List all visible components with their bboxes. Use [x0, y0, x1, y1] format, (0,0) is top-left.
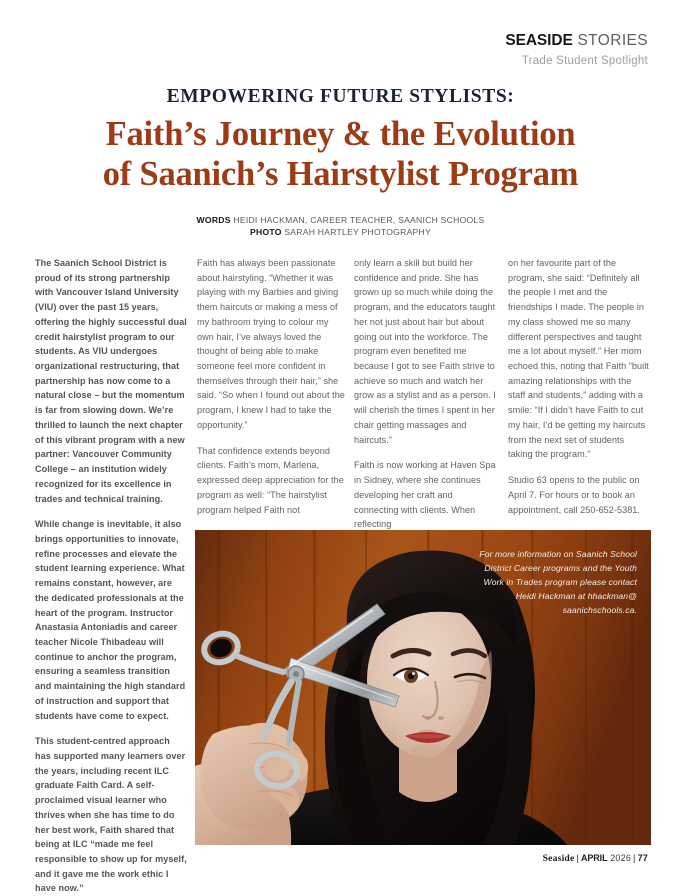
- article-kicker: EMPOWERING FUTURE STYLISTS:: [166, 86, 515, 107]
- body-column-2: [197, 256, 345, 517]
- masthead-section: [573, 32, 648, 49]
- masthead-title: [505, 33, 648, 49]
- body-paragraph: on her favourite part of the program, she said: “Definitely all the people I met and the friendships I made. The people in my class showed me so many different perspectives and taught me a lot about myself.” Her mom echoed this, noting that Faith “built amazing relationships with the staff and students,” adding with a smile: “If I didn’t have Faith to cut my hair, I’d be getting my haircuts from the next set of students taking the program.”: [508, 258, 649, 460]
- body-column-4: [508, 256, 651, 517]
- body-paragraph: Faith is now working at Haven Spa in Sidney, where she continues developing her craft and connecting with clients. When reflecting: [354, 460, 496, 530]
- footer-separator-2: |: [633, 853, 636, 863]
- body-paragraph: only learn a skill but build her confidence and pride. She has grown up so much while doing the program, and the educators taught her not just about hair but about going out into the workforce. The program even benefited me because I got to see Faith strive to achieve so much and watch her grow as a stylist and as a person. I will cherish the times I spent in her chair getting massages and haircuts.”: [354, 258, 496, 445]
- headline-line-1: Faith’s Journey & the Evolution: [105, 115, 576, 154]
- byline-words-value: HEIDI HACKMAN, CAREER TEACHER, SAANICH SCHOOLS: [233, 215, 485, 225]
- article-photo: [195, 530, 651, 845]
- byline-words: [33, 214, 648, 226]
- article-headline: [33, 115, 648, 194]
- byline-words-label: WORDS: [196, 215, 231, 225]
- byline-photo: [33, 226, 648, 238]
- footer-month: APRIL: [580, 853, 608, 863]
- headline-line-2: of Saanich’s Hairstylist Program: [102, 155, 579, 194]
- page-footer: [543, 853, 648, 864]
- body-paragraph: While change is inevitable, it also brings opportunities to innovate, refine processes and elevate the student learning experience. What remains constant, however, are the dedicated professionals at the heart of the program. Instructor Anastasia Antoniadis and career teacher Nicole Thibadeau will continue to anchor the program, ensuring a seamless transition and maintaining the high standard of instruction and support that students have come to expect.: [35, 519, 186, 721]
- masthead-brand: SEASIDE: [505, 32, 573, 49]
- body-column-1: [35, 256, 187, 896]
- body-column-3: [354, 256, 498, 532]
- headline-block: [33, 86, 648, 218]
- footer-brand: Seaside: [542, 853, 575, 864]
- footer-year: 2026: [610, 853, 632, 863]
- masthead-section-label: STORIES: [577, 32, 648, 49]
- byline: [33, 214, 648, 239]
- photo-caption: For more information on Saanich School District Career programs and the Youth Work in Trades program please contact Heidi Hackman at hhackman@ saanichschools.ca.: [479, 549, 637, 615]
- masthead-tagline: Trade Student Spotlight: [521, 54, 648, 67]
- byline-photo-value: SARAH HARTLEY PHOTOGRAPHY: [284, 227, 431, 238]
- body-paragraph: Studio 63 opens to the public on April 7. For hours or to book an appointment, call 250-652-5381.: [508, 475, 640, 515]
- byline-photo-label: PHOTO: [250, 227, 282, 238]
- masthead: [505, 33, 648, 67]
- body-paragraph: This student-centred approach has supported many learners over the years, including recent ILC graduate Faith Card. A self-proclaimed visual learner who thrives when she has time to do her best work, Faith shared that being at ILC “made me feel responsible to show up for myself, and it gave me the work ethic I have now.”: [35, 736, 187, 894]
- body-paragraph: That confidence extends beyond clients. Faith’s mom, Marlena, expressed deep appreciation for the program as well: “The hairstylist program helped Faith not: [197, 445, 344, 515]
- body-paragraph: The Saanich School District is proud of its strong partnership with Vancouver Island University (VIU) over the past 15 years, offering the highly successful dual credit hairstylist program to our students. As VIU undergoes organizational restructuring, that partnership has now come to a natural close – but the momentum is far from slowing down. We’re thrilled to launch the next chapter of this vibrant program with a new partner: Vancouver Community College – an institution widely recognized for its excellence in trades and technical training.: [35, 258, 187, 504]
- body-paragraph: Faith has always been passionate about hairstyling. “Whether it was playing with my Barbies and giving them haircuts or making a mess of my bathroom trying to colour my own hair, I’ve always loved the thought of being able to make someone feel more confident in themselves through their hair,” she said. “So when I found out about the program, I knew I had to take the opportunity.”: [197, 258, 345, 430]
- footer-separator-1: |: [576, 853, 579, 863]
- footer-page-number: 77: [637, 853, 648, 863]
